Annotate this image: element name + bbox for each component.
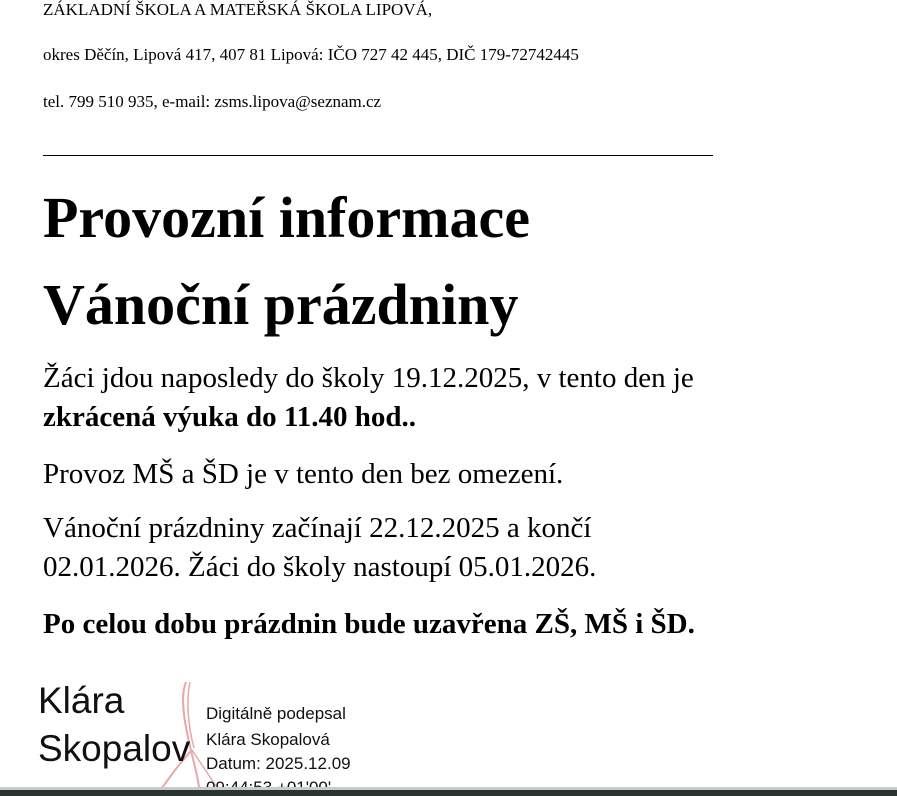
paragraph-shortened-lessons: zkrácená výuka do 11.40 hod.. [43, 401, 417, 433]
document-subtitle: Vánoční prázdniny [43, 272, 519, 337]
bottom-bar [0, 787, 897, 796]
bottom-bar-highlight [0, 787, 897, 790]
signature-info-name: Klára Skopalová [206, 730, 330, 749]
paragraph-closure-notice: Po celou dobu prázdnin bude uzavřena ZŠ, MŠ i ŠD. [43, 608, 695, 640]
signature-name-line2: Skopalov [38, 728, 191, 769]
holiday-dates-line1: Vánoční prázdniny začínají 22.12.2025 a končí [43, 512, 592, 544]
signature-info-signed-by: Digitálně podepsal [206, 704, 346, 723]
document-title: Provozní informace [43, 185, 530, 250]
holiday-dates-line2: 02.01.2026. Žáci do školy nastoupí 05.01.2026. [43, 551, 597, 583]
school-address-line: okres Děčín, Lipová 417, 407 81 Lipová: IČO 727 42 445, DIČ 179-72742445 [43, 45, 579, 64]
school-name-line: ZÁKLADNÍ ŠKOLA A MATEŘSKÁ ŠKOLA LIPOVÁ, [43, 0, 433, 19]
paragraph-last-school-day [43, 359, 883, 437]
signature-info-date: Datum: 2025.12.09 [206, 754, 351, 773]
header-divider [43, 155, 713, 156]
school-contact-line: tel. 799 510 935, e-mail: zsms.lipova@seznam.cz [43, 92, 382, 111]
paragraph-holiday-dates [43, 509, 596, 587]
paragraph-ms-sd-operation: Provoz MŠ a ŠD je v tento den bez omezení. [43, 458, 564, 490]
signature-name-line1: Klára [38, 680, 125, 721]
paragraph-last-school-day-text: Žáci jdou naposledy do školy 19.12.2025, v tento den je [43, 362, 694, 394]
